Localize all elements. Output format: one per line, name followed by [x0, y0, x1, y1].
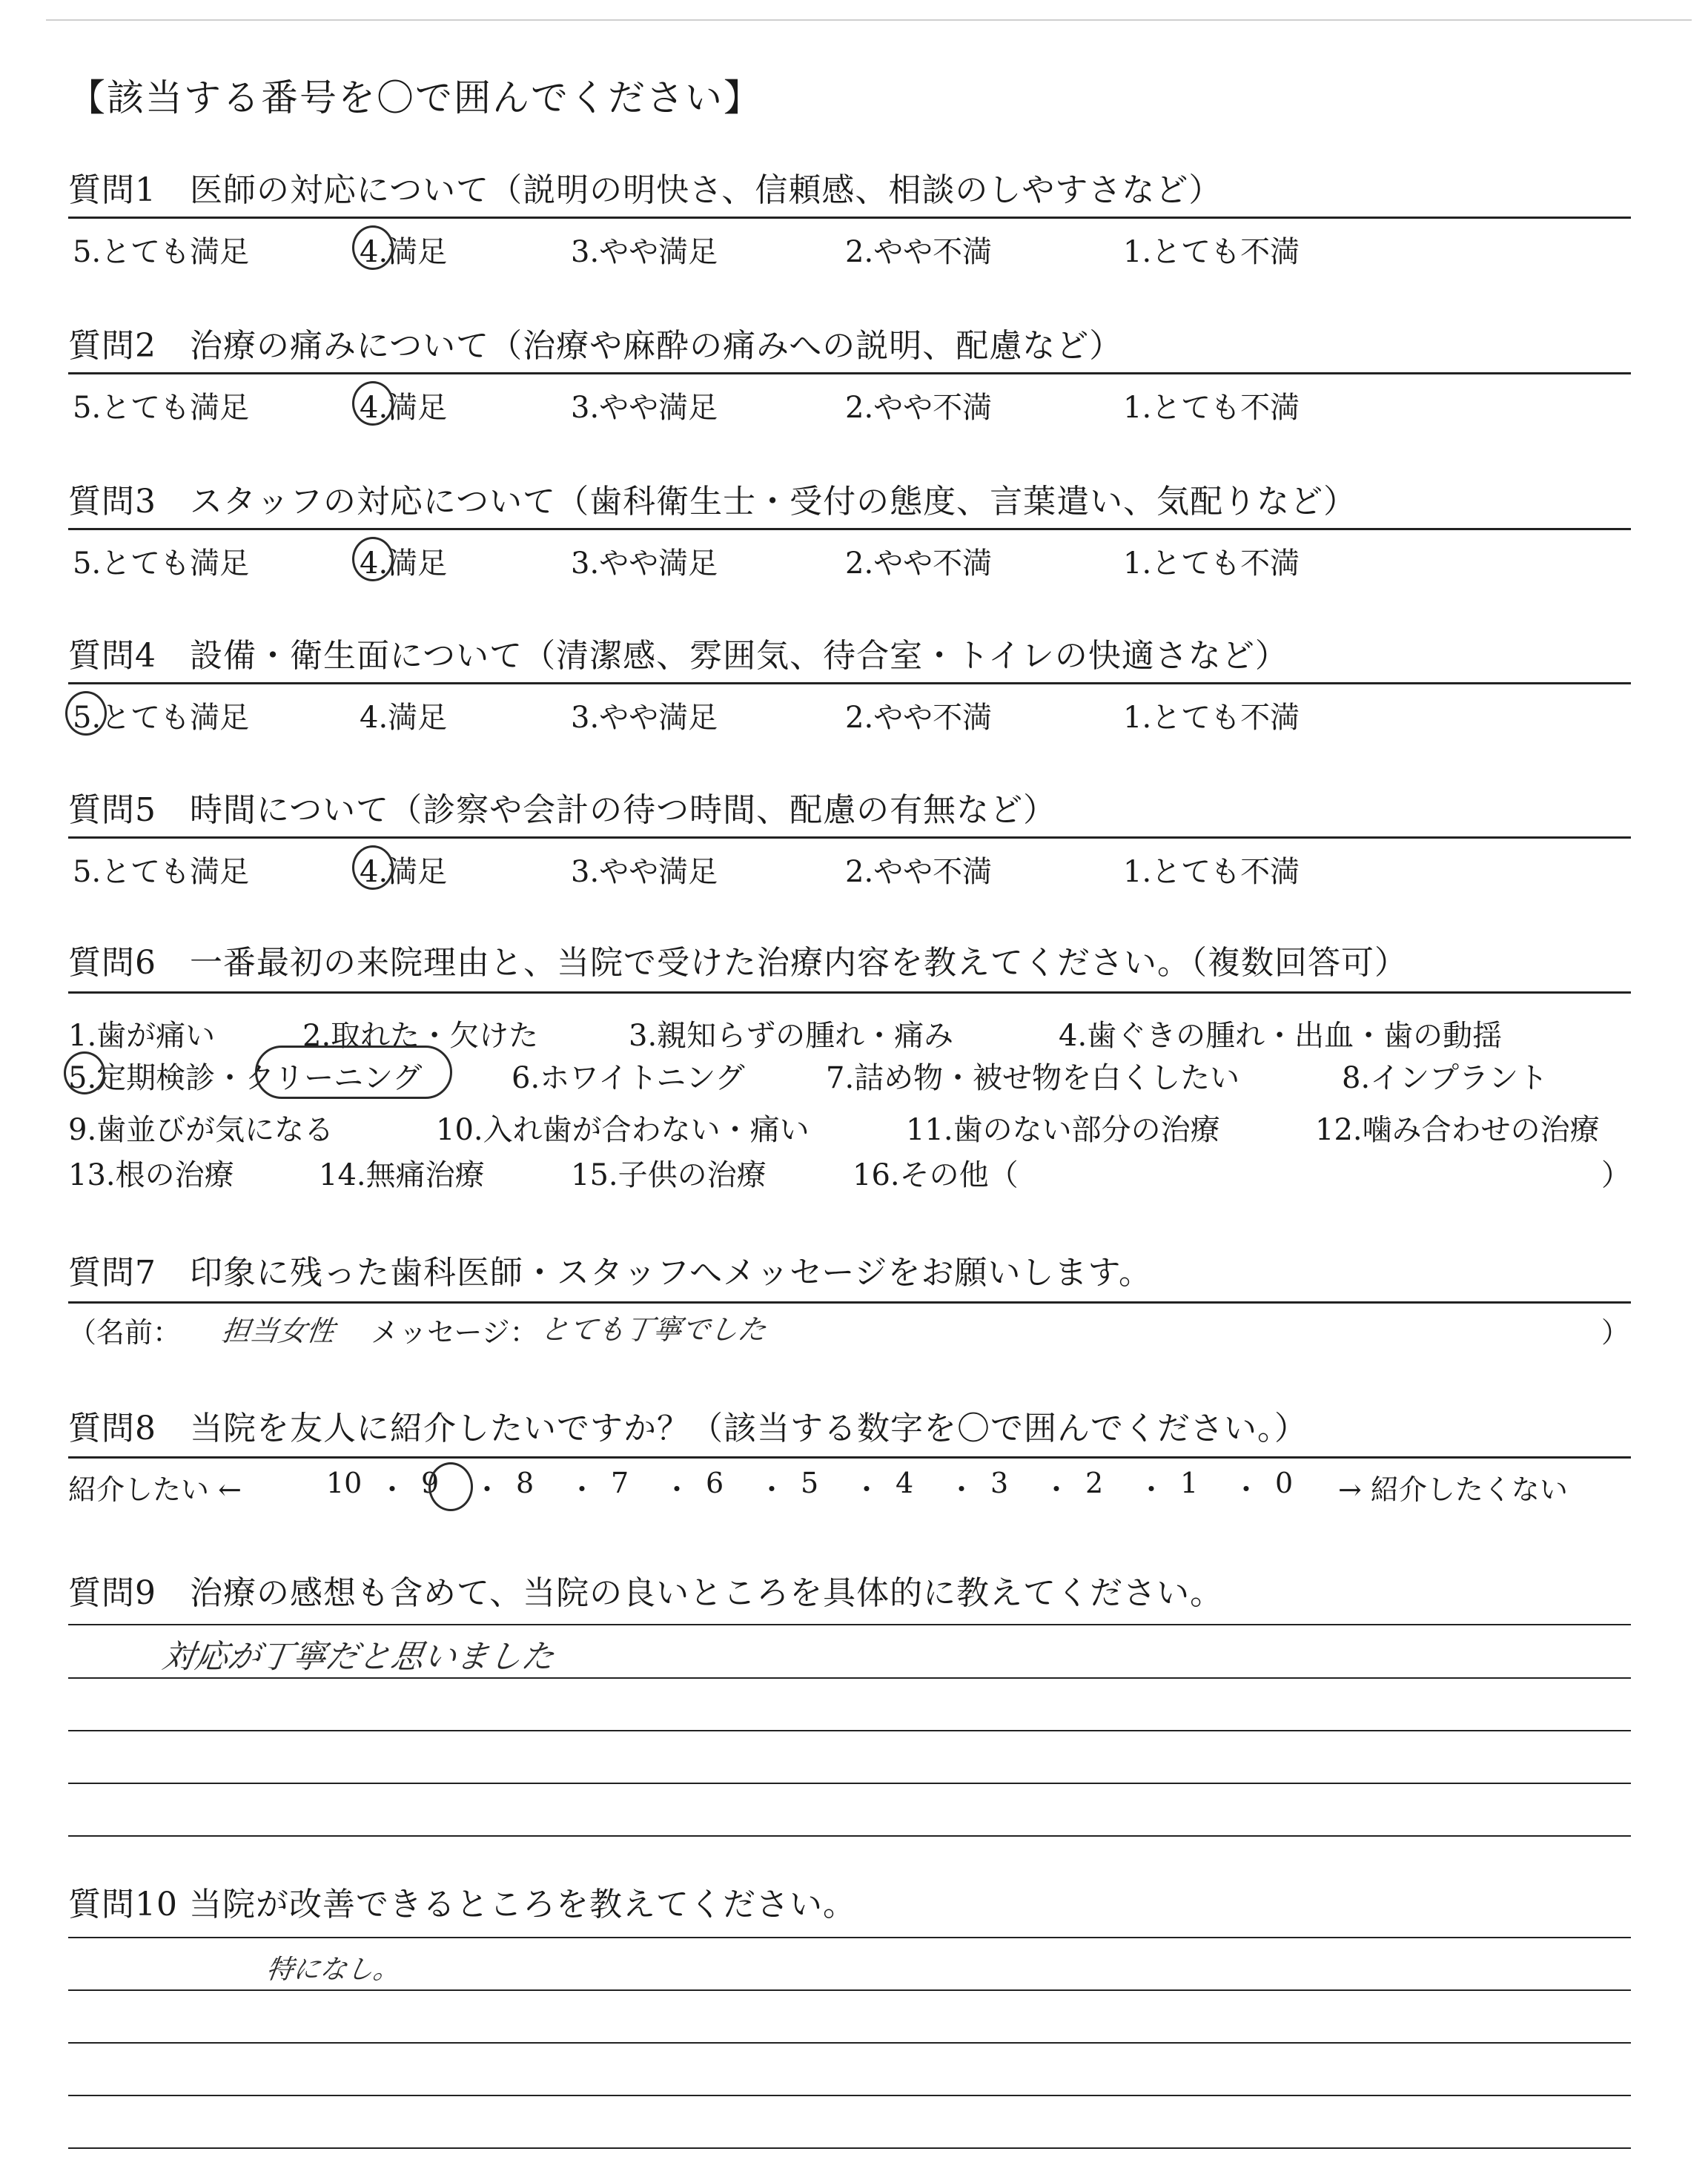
q3-option-2: 2.やや不満 [845, 546, 993, 581]
q2-selected-circle [352, 381, 394, 426]
q5-selected-circle [352, 845, 394, 890]
q8-separator: ・ [378, 1473, 407, 1506]
q7-message-label: メッセージ： [371, 1316, 538, 1349]
q6-selected-circle-number [64, 1051, 105, 1094]
q8-scale-8: 8 [516, 1467, 534, 1499]
q10-line-4 [68, 2095, 1631, 2096]
q4-selected-circle [65, 691, 107, 736]
q7-name-value: 担当女性 [219, 1315, 337, 1347]
q5-option-3: 3.やや満足 [571, 855, 718, 889]
q8-underline [68, 1456, 1631, 1459]
q8-scale-6: 6 [706, 1467, 724, 1499]
q6-selected-circle-cleaning [255, 1046, 452, 1099]
q8-scale-5: 5 [801, 1467, 819, 1499]
q1-title: 質問1 医師の対応について（説明の明快さ、信頼感、相談のしやすさなど） [68, 171, 1222, 209]
q8-right-label: → 紹介したくない [1338, 1473, 1568, 1506]
q6-option-4: 4.歯ぐきの腫れ・出血・歯の動揺 [1059, 1019, 1503, 1053]
q6-option-2: 2.取れた・欠けた [302, 1019, 539, 1053]
q10-line-5 [68, 2147, 1631, 2149]
q4-option-3: 3.やや満足 [571, 701, 718, 735]
q8-scale-9: 9 [421, 1467, 440, 1499]
q10-line-3 [68, 2042, 1631, 2044]
q6-option-10: 10.入れ歯が合わない・痛い [436, 1113, 810, 1147]
q8-scale-7: 7 [611, 1467, 629, 1499]
q9-line-3 [68, 1730, 1631, 1731]
q7-underline [68, 1301, 1631, 1304]
q6-close-paren: ） [1601, 1158, 1631, 1192]
q8-separator: ・ [1232, 1473, 1261, 1506]
q6-option-1: 1.歯が痛い [68, 1019, 216, 1053]
q8-separator: ・ [758, 1473, 787, 1506]
q3-selected-circle [352, 537, 394, 581]
q4-underline [68, 682, 1631, 684]
q8-scale-1: 1 [1180, 1467, 1199, 1499]
q8-scale-0: 0 [1275, 1467, 1294, 1499]
q6-option-3: 3.親知らずの腫れ・痛み [629, 1019, 954, 1053]
q1-option-2: 2.やや不満 [845, 235, 993, 269]
q6-underline [68, 991, 1631, 994]
q6-option-8: 8.インプラント [1342, 1061, 1549, 1095]
q1-option-5: 5.とても満足 [73, 235, 250, 269]
q4-option-5: 5.とても満足 [73, 701, 250, 735]
q10-line-2 [68, 1989, 1631, 1991]
q3-option-1: 1.とても不満 [1123, 546, 1300, 581]
q8-left-label: 紹介したい ← [68, 1473, 242, 1506]
q9-line-2 [68, 1677, 1631, 1679]
q6-option-16: 16.その他（ [853, 1158, 1019, 1192]
q10-answer: 特になし。 [264, 1955, 403, 1985]
q2-option-2: 2.やや不満 [845, 391, 993, 425]
q6-option-5: 5.定期検診・クリーニング [68, 1061, 423, 1095]
q8-separator: ・ [853, 1473, 881, 1506]
q6-option-14: 14.無痛治療 [319, 1158, 485, 1192]
q6-option-7: 7.詰め物・被せ物を白くしたい [826, 1061, 1240, 1095]
q9-title: 質問9 治療の感想も含めて、当院の良いところを具体的に教えてください。 [68, 1574, 1224, 1612]
q4-option-2: 2.やや不満 [845, 701, 993, 735]
q8-scale-3: 3 [990, 1467, 1009, 1499]
scan-edge-line [46, 19, 1692, 21]
q8-scale-2: 2 [1085, 1467, 1104, 1499]
q2-title: 質問2 治療の痛みについて（治療や麻酔の痛みへの説明、配慮など） [68, 327, 1123, 365]
q10-line-1 [68, 1937, 1631, 1938]
q8-scale-10: 10 [326, 1467, 363, 1499]
q5-option-1: 1.とても不満 [1123, 855, 1300, 889]
q8-separator: ・ [568, 1473, 597, 1506]
q1-option-4: 4.満足 [360, 235, 448, 269]
q3-title: 質問3 スタッフの対応について（歯科衛生士・受付の態度、言葉遣い、気配りなど） [68, 483, 1357, 521]
q6-option-11: 11.歯のない部分の治療 [906, 1113, 1220, 1147]
q8-scale-4: 4 [896, 1467, 914, 1499]
q8-separator: ・ [947, 1473, 976, 1506]
q1-option-1: 1.とても不満 [1123, 235, 1300, 269]
q3-option-5: 5.とても満足 [73, 546, 250, 581]
q1-underline [68, 217, 1631, 219]
q2-underline [68, 372, 1631, 374]
q5-option-5: 5.とても満足 [73, 855, 250, 889]
q3-underline [68, 528, 1631, 530]
q8-title: 質問8 当院を友人に紹介したいですか？（該当する数字を〇で囲んでください。） [68, 1410, 1308, 1447]
q6-option-13: 13.根の治療 [68, 1158, 234, 1192]
q8-separator: ・ [473, 1473, 502, 1506]
q5-option-2: 2.やや不満 [845, 855, 993, 889]
q4-title: 質問4 設備・衛生面について（清潔感、雰囲気、待合室・トイレの快適さなど） [68, 637, 1288, 675]
q7-message-value: とても丁寧でした [538, 1313, 769, 1346]
q6-option-9: 9.歯並びが気になる [68, 1113, 334, 1147]
q6-title: 質問6 一番最初の来院理由と、当院で受けた治療内容を教えてください。（複数回答可） [68, 944, 1408, 982]
q9-line-4 [68, 1783, 1631, 1784]
q8-separator: ・ [663, 1473, 692, 1506]
q1-option-3: 3.やや満足 [571, 235, 718, 269]
q5-option-4: 4.満足 [360, 855, 448, 889]
q4-option-1: 1.とても不満 [1123, 701, 1300, 735]
q8-separator: ・ [1042, 1473, 1071, 1506]
q9-line-1 [68, 1624, 1631, 1625]
q3-option-4: 4.満足 [360, 546, 448, 581]
q10-title: 質問10 当院が改善できるところを教えてください。 [68, 1886, 856, 1923]
q2-option-1: 1.とても不満 [1123, 391, 1300, 425]
q2-option-5: 5.とても満足 [73, 391, 250, 425]
q7-title: 質問7 印象に残った歯科医師・スタッフへメッセージをお願いします。 [68, 1254, 1152, 1292]
q8-selected-circle [428, 1462, 473, 1511]
q5-underline [68, 836, 1631, 839]
q6-option-12: 12.噛み合わせの治療 [1315, 1113, 1600, 1147]
q1-selected-circle [352, 225, 394, 270]
q2-option-3: 3.やや満足 [571, 391, 718, 425]
q7-name-label: （名前： [68, 1316, 182, 1349]
q7-close-paren: ） [1601, 1316, 1630, 1349]
q3-option-3: 3.やや満足 [571, 546, 718, 581]
q8-separator: ・ [1137, 1473, 1166, 1506]
q6-option-15: 15.子供の治療 [571, 1158, 767, 1192]
q2-option-4: 4.満足 [360, 391, 448, 425]
q9-answer: 対応が丁寧だと思いました [159, 1638, 557, 1676]
q4-option-4: 4.満足 [360, 701, 448, 735]
page-title: 【該当する番号を〇で囲んでください】 [68, 76, 762, 119]
q6-option-6: 6.ホワイトニング [512, 1061, 745, 1095]
q9-line-5 [68, 1835, 1631, 1837]
q5-title: 質問5 時間について（診察や会計の待つ時間、配慮の有無など） [68, 791, 1057, 829]
